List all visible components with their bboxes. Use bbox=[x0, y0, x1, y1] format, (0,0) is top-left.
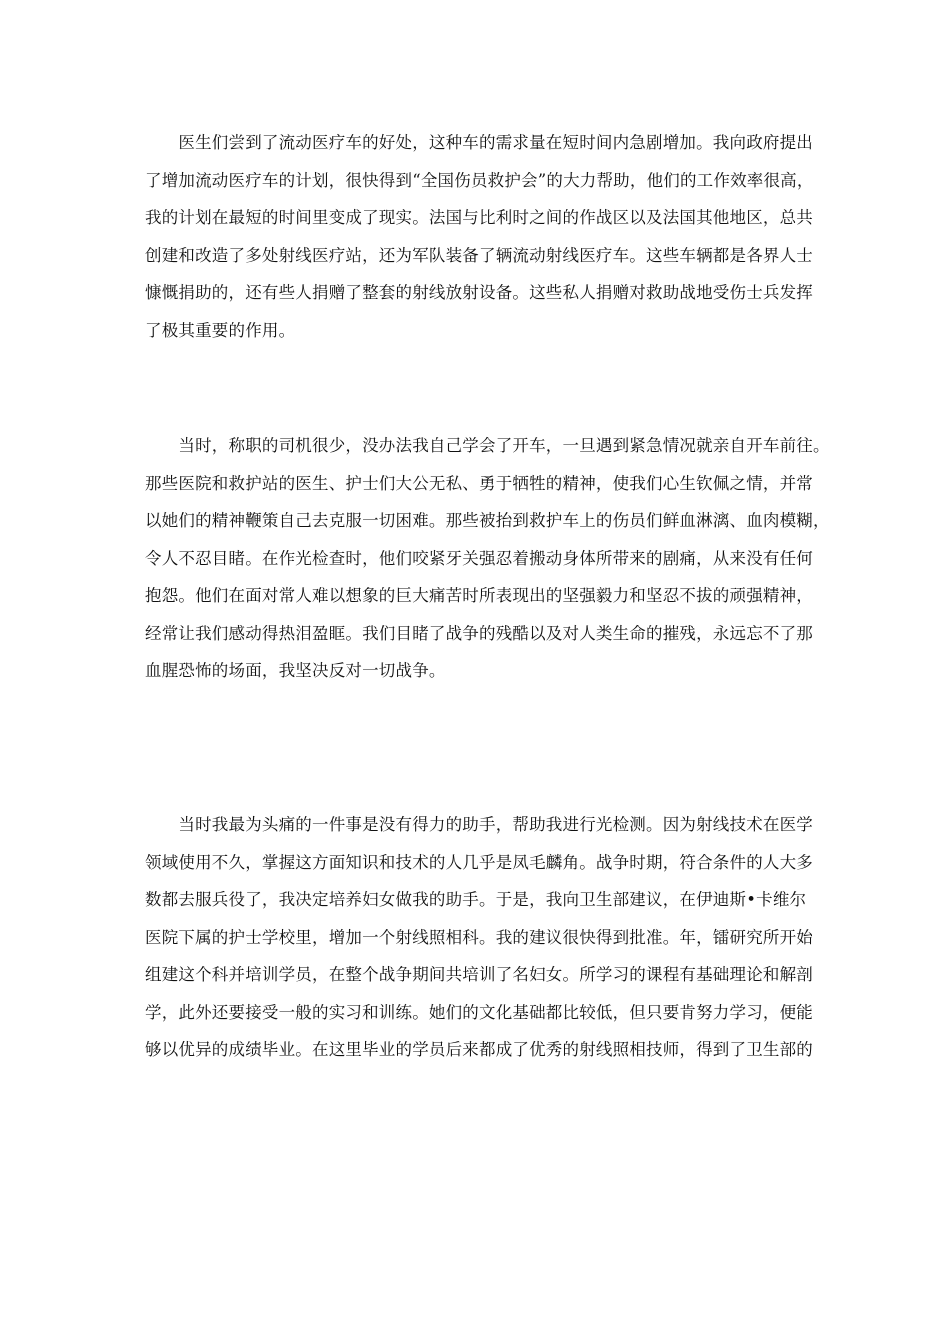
text-line: 当时我最为头痛的一件事是没有得力的助手，帮助我进行光检测。因为射线技术在医学 bbox=[145, 815, 813, 834]
text-line: 够以优异的成绩毕业。在这里毕业的学员后来都成了优秀的射线照相技师，得到了卫生部的 bbox=[145, 1040, 813, 1059]
text-line: 医院下属的护士学校里，增加一个射线照相科。我的建议很快得到批准。年，镭研究所开始 bbox=[145, 927, 813, 947]
paragraph-mobile-medical-vehicles bbox=[145, 124, 815, 349]
text-line: 领域使用不久，掌握这方面知识和技术的人几乎是凤毛麟角。战争时期，符合条件的人大多 bbox=[145, 852, 813, 872]
text-line: 我的计划在最短的时间里变成了现实。法国与比利时之间的作战区以及法国其他地区，总共 bbox=[145, 208, 813, 227]
text-line: 慷慨捐助的，还有些人捐赠了整套的射线放射设备。这些私人捐赠对救助战地受伤士兵发挥 bbox=[145, 283, 813, 302]
text-line: 令人不忍目睹。在作光检查时，他们咬紧牙关强忍着搬动身体所带来的剧痛，从来没有任何 bbox=[145, 548, 813, 568]
paragraph-driving-and-wounded bbox=[145, 427, 830, 690]
text-line: 当时，称职的司机很少，没办法我自己学会了开车，一旦遇到紧急情况就亲自开车前往。 bbox=[145, 436, 830, 455]
text-line: 组建这个科并培训学员，在整个战争期间共培训了名妇女。所学习的课程有基础理论和解剖 bbox=[145, 965, 813, 984]
text-line: 了极其重要的作用。 bbox=[145, 320, 296, 340]
text-line: 经常让我们感动得热泪盈眶。我们目睹了战争的残酷以及对人类生命的摧残，永远忘不了那 bbox=[145, 623, 813, 643]
text-line: 以她们的精神鞭策自己去克服一切困难。那些被抬到救护车上的伤员们鲜血淋漓、血肉模糊， bbox=[145, 511, 830, 530]
text-line: 学，此外还要接受一般的实习和训练。她们的文化基础都比较低，但只要肯努力学习，便能 bbox=[145, 1002, 813, 1022]
text-line: 医生们尝到了流动医疗车的好处，这种车的需求量在短时间内急剧增加。我向政府提出 bbox=[145, 133, 813, 152]
text-line: 那些医院和救护站的医生、护士们大公无私、勇于牺牲的精神，使我们心生钦佩之情，并常 bbox=[145, 473, 813, 493]
text-line: 了增加流动医疗车的计划，很快得到“全国伤员救护会”的大力帮助，他们的工作效率很高， bbox=[145, 170, 814, 190]
text-line: 抱怨。他们在面对常人难以想象的巨大痛苦时所表现出的坚强毅力和坚忍不拔的顽强精神， bbox=[145, 586, 813, 605]
text-line: 数都去服兵役了，我决定培养妇女做我的助手。于是，我向卫生部建议，在伊迪斯•卡维尔 bbox=[145, 890, 807, 909]
text-line: 血腥恐怖的场面，我坚决反对一切战争。 bbox=[145, 661, 446, 680]
paragraph-training-assistants bbox=[145, 806, 815, 1069]
text-line: 创建和改造了多处射线医疗站，还为军队装备了辆流动射线医疗车。这些车辆都是各界人士 bbox=[145, 245, 813, 265]
